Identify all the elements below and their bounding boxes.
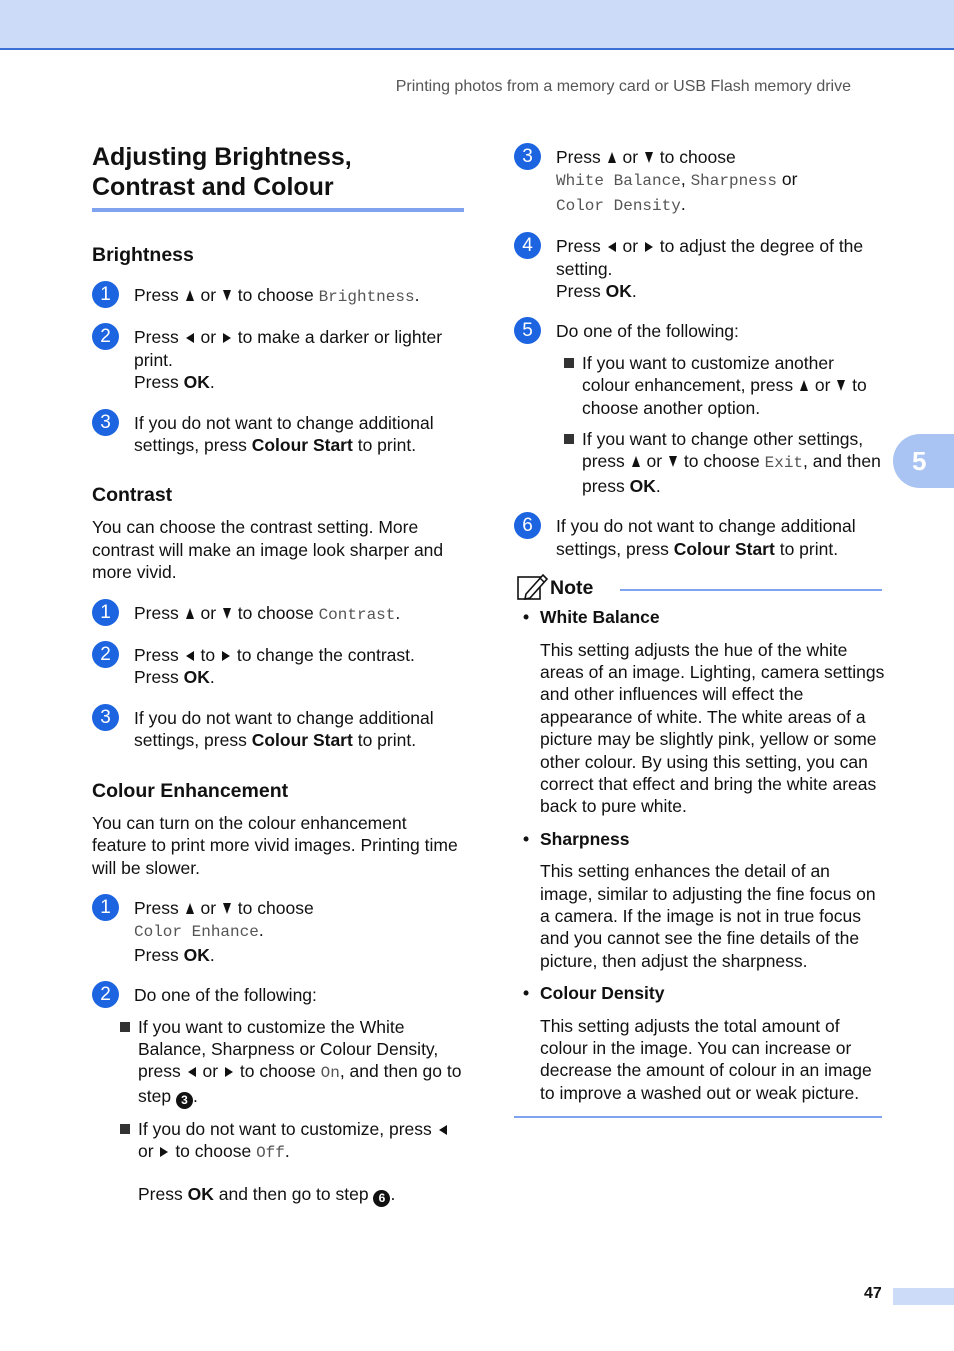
note-item-body: This setting adjusts the hue of the white areas of an image. Lighting, camera settings and other influences will effect the appearance of white. The white areas of a picture may be slightly pink, yellow or some other colour. By using this setting, you can correct that effect and bring the white areas back to pure white. bbox=[540, 639, 885, 817]
colour-intro: You can turn on the colour enhancement feature to print more vivid images. Printing time will be slower. bbox=[92, 812, 458, 878]
option-customize-another: If you want to customize another colour enhancement, press or to choose another option. bbox=[562, 352, 886, 419]
contrast-intro: You can choose the contrast setting. More contrast will make an image look sharper and more vivid. bbox=[92, 517, 444, 583]
brightness-step-3: 3 If you do not want to change additional settings, press Colour Start to print. bbox=[92, 412, 464, 457]
right-arrow-icon bbox=[645, 242, 653, 252]
left-arrow-icon bbox=[186, 651, 194, 661]
colour-step-5 bbox=[514, 320, 886, 497]
colour-step-3: 3 Press or to choose White Balance, Sharpness or Color Density. bbox=[514, 146, 886, 217]
note-item-body: This setting enhances the detail of an image, similar to adjusting the fine focus on a camera. If the image is not in true focus and you cannot see the fine details of the picture, then adjust the sharpness. bbox=[540, 861, 876, 971]
step-text: Do one of the following: bbox=[134, 985, 317, 1006]
contrast-step-3: 3 If you do not want to change additional settings, press Colour Start to print. bbox=[92, 707, 464, 752]
step-number-3: 3 bbox=[514, 143, 541, 170]
down-arrow-icon bbox=[837, 380, 845, 391]
down-arrow-icon bbox=[645, 152, 653, 163]
up-arrow-icon bbox=[608, 152, 616, 163]
up-arrow-icon bbox=[186, 608, 194, 619]
up-arrow-icon bbox=[186, 290, 194, 301]
step-number-1: 1 bbox=[92, 281, 119, 308]
brightness-heading: Brightness bbox=[92, 244, 194, 266]
note-item: • White Balance This setting adjusts the hue of the white areas of an image. Lighting, camera settings and other influences will effect the appearance of white. The white areas of a picture may be slightly pink, yellow or some other colour. By using this setting, you can correct that effect and bring the white areas back to pure white. bbox=[514, 606, 886, 818]
left-arrow-icon bbox=[608, 242, 616, 252]
square-bullet-icon bbox=[564, 434, 574, 444]
step-number-3: 3 bbox=[92, 409, 119, 436]
left-column bbox=[92, 142, 464, 1207]
colour-option-off: If you do not want to customize, press or to choose Off. Press OK and then go to step 6 . bbox=[118, 1118, 464, 1207]
title-line-2: Contrast and Colour bbox=[92, 173, 334, 201]
colour-step-6: 6 If you do not want to change additional settings, press Colour Start to print. bbox=[514, 515, 886, 560]
step-number-2: 2 bbox=[92, 641, 119, 668]
page-number: 47 bbox=[864, 1285, 882, 1302]
down-arrow-icon bbox=[223, 903, 231, 914]
note-bottom-rule bbox=[514, 1116, 882, 1118]
step-text: Do one of the following: bbox=[556, 321, 739, 342]
note-item-body: This setting adjusts the total amount of colour in the image. You can increase or decrease the amount of colour in an image to improve a washed out or weak picture. bbox=[540, 1015, 872, 1103]
step-number-3: 3 bbox=[92, 704, 119, 731]
option-exit: If you want to change other settings, press or to choose Exit, and then press OK. bbox=[562, 428, 886, 497]
note-item-title: Colour Density bbox=[540, 983, 665, 1004]
colour-step-4: 4 Press or to adjust the degree of the setting. Press OK. bbox=[514, 235, 886, 302]
right-arrow-icon bbox=[225, 1067, 233, 1077]
step-number-5: 5 bbox=[514, 317, 541, 344]
option-brightness: Brightness bbox=[318, 288, 415, 306]
running-head: Printing photos from a memory card or USB Flash memory drive bbox=[395, 78, 851, 95]
step-ref-6: 6 bbox=[373, 1190, 390, 1207]
step-number-6: 6 bbox=[514, 512, 541, 539]
step-number-2: 2 bbox=[92, 323, 119, 350]
note-header bbox=[514, 574, 886, 606]
step-number-4: 4 bbox=[514, 232, 541, 259]
colour-heading: Colour Enhancement bbox=[92, 779, 289, 802]
right-arrow-icon bbox=[223, 333, 231, 343]
top-header-bar bbox=[0, 0, 954, 50]
note-pencil-icon bbox=[516, 572, 548, 602]
up-arrow-icon bbox=[632, 456, 640, 467]
colour-step-2 bbox=[92, 984, 464, 1206]
down-arrow-icon bbox=[223, 608, 231, 619]
left-arrow-icon bbox=[186, 333, 194, 343]
page-number-bar bbox=[893, 1288, 954, 1305]
note-item: • Sharpness This setting enhances the detail of an image, similar to adjusting the fine focus on a camera. If the image is not in true focus and you cannot see the fine details of the picture, then adjust the sharpness. bbox=[514, 828, 886, 972]
contrast-step-1: 1 Press or to choose Contrast. bbox=[92, 602, 464, 626]
title-line-1: Adjusting Brightness, bbox=[92, 143, 352, 171]
up-arrow-icon bbox=[800, 380, 808, 391]
left-arrow-icon bbox=[188, 1067, 196, 1077]
left-arrow-icon bbox=[439, 1125, 447, 1135]
step-ref-3: 3 bbox=[176, 1092, 193, 1109]
option-color-enhance: Color Enhance bbox=[134, 923, 259, 942]
note-label: Note bbox=[550, 577, 594, 600]
square-bullet-icon bbox=[120, 1022, 130, 1032]
step-number-2: 2 bbox=[92, 981, 119, 1008]
colour-option-on: If you want to customize the White Balance, Sharpness or Colour Density, press or to choose On, and then go to step 3 . bbox=[118, 1016, 464, 1109]
contrast-step-2: 2 Press to to change the contrast. Press OK. bbox=[92, 644, 464, 689]
chapter-tab: 5 bbox=[893, 434, 954, 488]
note-item-title: White Balance bbox=[540, 607, 660, 628]
colour-step-1: 1 Press or to choose Color Enhance. Press OK. bbox=[92, 897, 464, 966]
right-arrow-icon bbox=[222, 651, 230, 661]
note-item: • Colour Density This setting adjusts the total amount of colour in the image. You can increase or decrease the amount of colour in an image to improve a washed out or weak picture. bbox=[514, 982, 886, 1104]
square-bullet-icon bbox=[564, 358, 574, 368]
right-column bbox=[514, 142, 886, 1118]
brightness-step-1: 1 Press or to choose Brightness. bbox=[92, 284, 464, 308]
brightness-step-2: 2 Press or to make a darker or lighter print. Press OK. bbox=[92, 326, 464, 393]
down-arrow-icon bbox=[223, 290, 231, 301]
step-number-1: 1 bbox=[92, 599, 119, 626]
page-title bbox=[92, 142, 464, 212]
note-item-title: Sharpness bbox=[540, 828, 630, 849]
square-bullet-icon bbox=[120, 1124, 130, 1134]
contrast-heading: Contrast bbox=[92, 484, 173, 507]
up-arrow-icon bbox=[186, 903, 194, 914]
note-top-rule bbox=[620, 589, 882, 591]
step-number-1: 1 bbox=[92, 894, 119, 921]
down-arrow-icon bbox=[669, 456, 677, 467]
option-contrast: Contrast bbox=[318, 605, 396, 624]
right-arrow-icon bbox=[160, 1147, 168, 1157]
